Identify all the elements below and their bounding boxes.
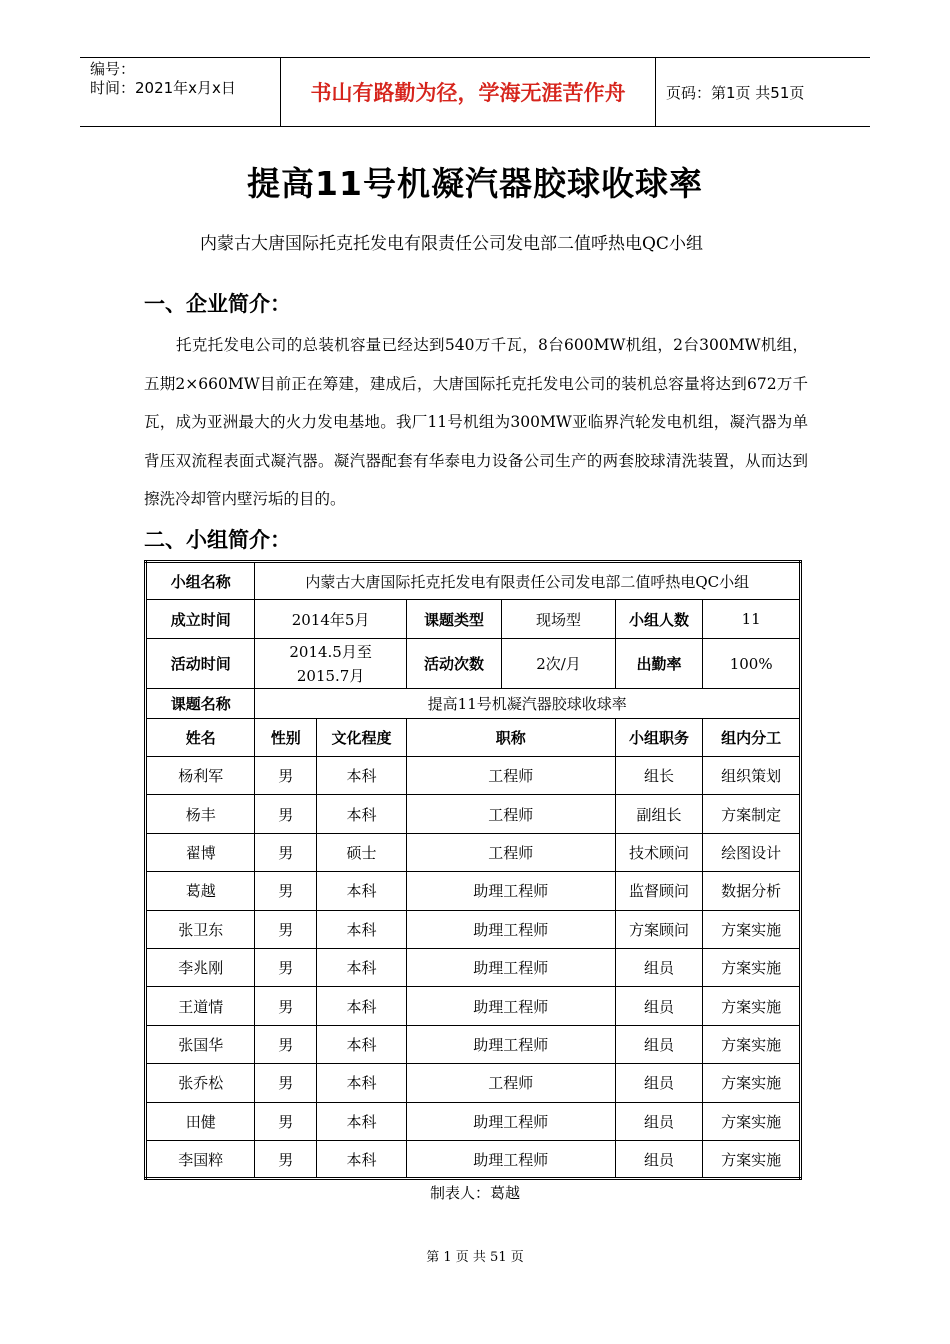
member-title: 工程师 [406,1064,615,1102]
member-name: 张国华 [146,1025,255,1063]
member-duty: 数据分析 [703,872,801,910]
col-header-role: 小组职务 [615,719,703,757]
founded-label: 成立时间 [146,600,255,639]
member-role: 副组长 [615,795,703,833]
activity-time-value [255,639,406,689]
member-gender: 男 [255,910,317,948]
member-role: 监督顾问 [615,872,703,910]
member-title: 助理工程师 [406,910,615,948]
table-row [146,1140,801,1178]
member-role: 方案顾问 [615,910,703,948]
table-row [146,948,801,986]
member-title: 工程师 [406,795,615,833]
member-gender: 男 [255,1025,317,1063]
group-info-table [144,560,802,1180]
header-meta [80,58,280,126]
activity-time-line1: 2014.5月至 [289,642,372,661]
member-title: 助理工程师 [406,1025,615,1063]
member-title: 助理工程师 [406,1140,615,1178]
member-education: 本科 [317,757,407,795]
topic-type-value: 现场型 [502,600,615,639]
founded-value: 2014年5月 [255,600,406,639]
table-row [146,639,801,689]
member-education: 本科 [317,948,407,986]
group-name-value: 内蒙古大唐国际托克托发电有限责任公司发电部二值呼热电QC小组 [255,562,801,600]
attendance-value: 100% [703,639,801,689]
document-subtitle: 内蒙古大唐国际托克托发电有限责任公司发电部二值呼热电QC小组 [200,234,703,254]
member-gender: 男 [255,833,317,871]
table-header-row [146,719,801,757]
member-education: 本科 [317,910,407,948]
member-title: 工程师 [406,757,615,795]
member-gender: 男 [255,948,317,986]
member-name: 杨利军 [146,757,255,795]
section-heading-company: 一、企业简介： [144,292,291,316]
header-page-label: 页码：第1页 共51页 [666,83,805,102]
member-title: 助理工程师 [406,948,615,986]
member-name: 李国粹 [146,1140,255,1178]
page-header [80,57,870,127]
member-duty: 方案实施 [703,1025,801,1063]
member-name: 翟博 [146,833,255,871]
member-name: 杨丰 [146,795,255,833]
member-name: 王道情 [146,987,255,1025]
table-row [146,757,801,795]
page-footer: 第 1 页 共 51 页 [426,1250,524,1265]
member-role: 组员 [615,948,703,986]
time-label: 时间：2021年x月x日 [90,79,236,97]
member-name: 李兆刚 [146,948,255,986]
topic-name-label: 课题名称 [146,689,255,719]
activity-time-line2: 2015.7月 [296,666,365,685]
col-header-name: 姓名 [146,719,255,757]
member-duty: 方案实施 [703,1102,801,1140]
table-row [146,872,801,910]
member-duty: 方案实施 [703,1064,801,1102]
col-header-gender: 性别 [255,719,317,757]
member-gender: 男 [255,1102,317,1140]
member-name: 葛越 [146,872,255,910]
table-row [146,1025,801,1063]
header-motto: 书山有路勤为径，学海无涯苦作舟 [280,58,656,126]
member-role: 技术顾问 [615,833,703,871]
member-gender: 男 [255,757,317,795]
member-name: 张卫东 [146,910,255,948]
table-row [146,1102,801,1140]
member-duty: 组织策划 [703,757,801,795]
member-education: 本科 [317,1140,407,1178]
member-role: 组员 [615,1140,703,1178]
table-maker: 制表人：葛越 [429,1184,520,1202]
col-header-title: 职称 [406,719,615,757]
member-education: 硕士 [317,833,407,871]
table-row [146,795,801,833]
table-row [146,987,801,1025]
member-duty: 方案制定 [703,795,801,833]
member-title: 助理工程师 [406,872,615,910]
attendance-label: 出勤率 [615,639,703,689]
member-gender: 男 [255,987,317,1025]
activity-count-label: 活动次数 [406,639,502,689]
activity-time-label: 活动时间 [146,639,255,689]
member-role: 组员 [615,1102,703,1140]
activity-count-value: 2次/月 [502,639,615,689]
member-education: 本科 [317,872,407,910]
member-title: 工程师 [406,833,615,871]
topic-type-label: 课题类型 [406,600,502,639]
member-gender: 男 [255,795,317,833]
member-duty: 方案实施 [703,987,801,1025]
members-label: 小组人数 [615,600,703,639]
member-rows [146,757,801,1179]
member-education: 本科 [317,987,407,1025]
member-education: 本科 [317,795,407,833]
member-name: 张乔松 [146,1064,255,1102]
number-label: 编号： [90,60,136,78]
member-duty: 方案实施 [703,910,801,948]
member-role: 组长 [615,757,703,795]
col-header-education: 文化程度 [317,719,407,757]
member-duty: 方案实施 [703,1140,801,1178]
table-row [146,910,801,948]
member-role: 组员 [615,987,703,1025]
member-name: 田健 [146,1102,255,1140]
table-row [146,689,801,719]
member-education: 本科 [317,1064,407,1102]
table-row [146,600,801,639]
table-row [146,1064,801,1102]
member-education: 本科 [317,1102,407,1140]
table-row [146,562,801,600]
group-name-label: 小组名称 [146,562,255,600]
topic-name-value: 提高11号机凝汽器胶球收球率 [255,689,801,719]
member-duty: 绘图设计 [703,833,801,871]
table-row [146,833,801,871]
company-paragraph: 托克托发电公司的总装机容量已经达到540万千瓦，8台600MW机组，2台300MW机组，五期2×660MW目前正在筹建，建成后，大唐国际托克托发电公司的装机总容量将达到672万千瓦，成为亚洲最大的火力发电基地。我厂11号机组为300MW亚临界汽轮发电机组，凝汽器为单背压双流程表面式凝汽器。凝汽器配套有华泰电力设备公司生产的两套胶球清洗装置，从而达到擦洗冷却管内壁污垢的目的。 [144,336,808,508]
document-title: 提高11号机凝汽器胶球收球率 [247,164,703,203]
member-title: 助理工程师 [406,1102,615,1140]
member-gender: 男 [255,1140,317,1178]
member-education: 本科 [317,1025,407,1063]
section-heading-group: 二、小组简介： [144,528,291,552]
members-value: 11 [703,600,801,639]
member-role: 组员 [615,1064,703,1102]
member-gender: 男 [255,1064,317,1102]
col-header-duty: 组内分工 [703,719,801,757]
member-gender: 男 [255,872,317,910]
member-role: 组员 [615,1025,703,1063]
member-duty: 方案实施 [703,948,801,986]
member-title: 助理工程师 [406,987,615,1025]
